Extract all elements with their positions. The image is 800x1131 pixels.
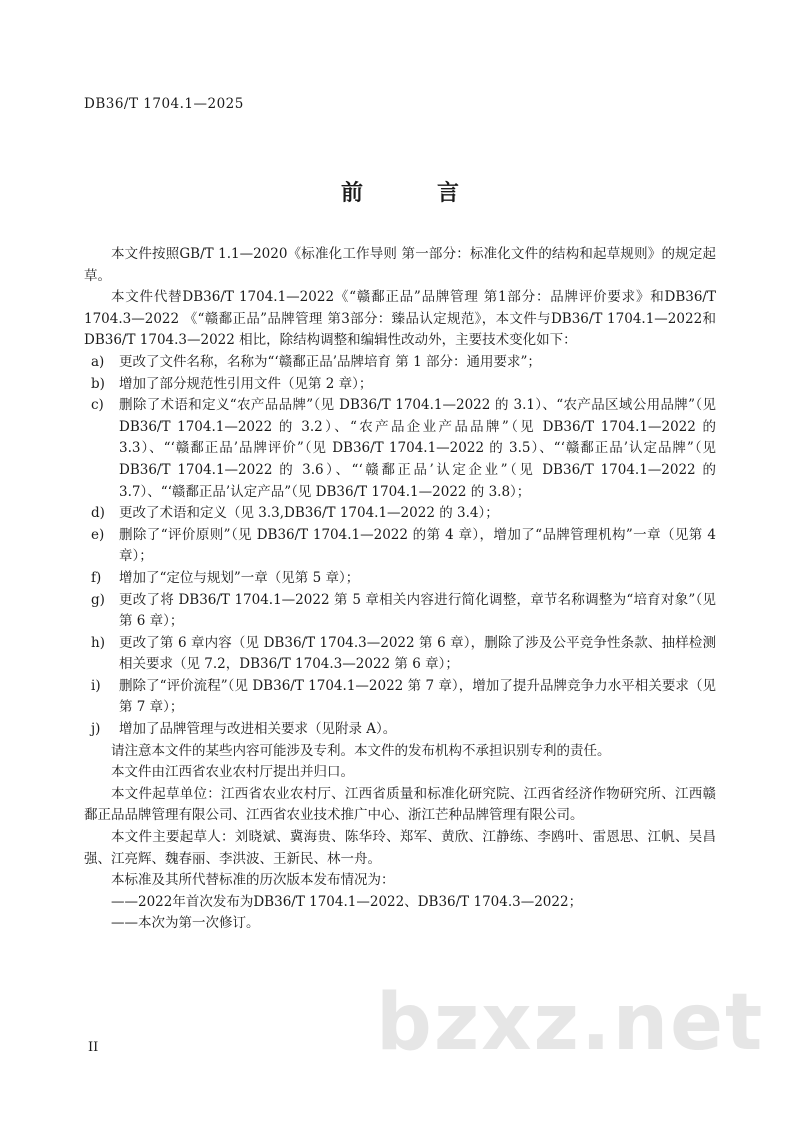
list-item xyxy=(84,525,716,568)
history-heading: 本标准及其所代替标准的历次版本发布情况为： xyxy=(111,872,395,889)
list-marker: h) xyxy=(91,634,105,651)
list-item-text: 更改了第 6 章内容（见 DB36/T 1704.3—2022 第 6 章），删除了涉及公平竞争性条款、抽样检测相关要求（见 7.2，DB36/T 1704.3—2022 第 6 章）； xyxy=(119,634,716,673)
list-item-text: 删除了“评价流程”（见 DB36/T 1704.1—2022 第 7 章），增加了提升品牌竞争力水平相关要求（见第 7 章）； xyxy=(119,677,716,716)
list-item-text: 删除了术语和定义“农产品品牌”（见 DB36/T 1704.1—2022 的 3.1）、“农产品区域公用品牌”（见 DB36/T 1704.1—2022 的 3.2）、“农产品企业产品品牌”（见 DB36/T 1704.1—2022 的 3.3）、“‘赣鄱正品’品牌评价”（见 DB36/T 1704.1—2022 的 3.5）、“‘赣鄱正品’认定品牌”（见 DB36/T 1704.1—2022 的 3.6）、“‘赣鄱正品’认定企业”（见 DB36/T 1704.1—2022 的 3.7）、“‘赣鄱正品’认定产品”（见 DB36/T 1704.1—2022 的 3.8）； xyxy=(119,397,716,500)
list-item xyxy=(84,395,716,503)
list-item xyxy=(84,719,716,741)
list-item xyxy=(84,568,716,590)
page-number: II xyxy=(88,1040,99,1055)
list-item xyxy=(84,352,716,374)
watermark: bzxz.net xyxy=(376,978,765,1068)
proposer-statement: 本文件由江西省农业农村厅提出并归口。 xyxy=(111,764,354,781)
list-marker: e) xyxy=(91,526,105,543)
list-item xyxy=(84,374,716,396)
list-marker: c) xyxy=(91,397,104,414)
history-item: ——2022年首次发布为DB36/T 1704.1—2022、DB36/T 1704.3—2022； xyxy=(111,893,583,910)
changes-list xyxy=(84,352,716,741)
history-item: ——本次为第一次修订。 xyxy=(111,915,260,932)
list-item-text: 更改了术语和定义（见 3.3,DB36/T 1704.1—2022 的 3.4）； xyxy=(119,505,499,522)
document-id: DB36/T 1704.1—2025 xyxy=(84,96,244,112)
list-item xyxy=(84,676,716,719)
paragraph: 本文件代替DB36/T 1704.1—2022《“赣鄱正品”品牌管理 第1部分：品牌评价要求》和DB36/T 1704.3—2022 《“赣鄱正品”品牌管理 第3部分：臻品认定规范》，本文件与DB36/T 1704.1—2022和DB36/T 1704.3—2022 相比，除结构调整和编辑性改动外，主要技术变化如下： xyxy=(84,289,716,349)
list-marker: b) xyxy=(91,375,105,392)
list-item-text: 增加了部分规范性引用文件（见第 2 章）； xyxy=(119,375,373,392)
list-marker: i) xyxy=(91,677,101,694)
drafting-units: 本文件起草单位：江西省农业农村厅、江西省质量和标准化研究院、江西省经济作物研究所、江西赣鄱正品品牌管理有限公司、江西省农业技术推广中心、浙江芒种品牌管理有限公司。 xyxy=(84,785,716,824)
list-item xyxy=(84,503,716,525)
document-body xyxy=(84,244,716,935)
paragraph: 本文件按照GB/T 1.1—2020《标准化工作导则 第一部分：标准化文件的结构和起草规则》的规定起草。 xyxy=(84,246,716,284)
list-item xyxy=(84,633,716,676)
patent-notice: 请注意本文件的某些内容可能涉及专利。本文件的发布机构不承担识别专利的责任。 xyxy=(111,742,611,759)
list-item-text: 增加了品牌管理与改进相关要求（见附录 A）。 xyxy=(119,721,397,738)
list-marker: g) xyxy=(91,591,105,608)
list-item-text: 更改了将 DB36/T 1704.1—2022 第 5 章相关内容进行简化调整，章节名称调整为“培育对象”（见第 6 章）； xyxy=(119,591,716,630)
list-item-text: 更改了文件名称，名称为“‘赣鄱正品’品牌培育 第 1 部分：通用要求”； xyxy=(119,353,541,370)
drafters: 本文件主要起草人：刘晓斌、冀海贵、陈华玲、郑军、黄欣、江静练、李鸥叶、雷恩思、江帆、吴昌强、江亮辉、魏春丽、李洪波、王新民、林一舟。 xyxy=(84,829,716,867)
page-title: 前 言 xyxy=(340,181,485,206)
list-item xyxy=(84,590,716,633)
list-marker: a) xyxy=(91,353,105,370)
list-marker: d) xyxy=(91,505,105,522)
list-item-text: 增加了“定位与规划”一章（见第 5 章）； xyxy=(119,569,360,586)
list-item-text: 删除了“评价原则”（见 DB36/T 1704.1—2022 的第 4 章），增加了“品牌管理机构”一章（见第 4 章）； xyxy=(119,526,716,565)
list-marker: f) xyxy=(91,569,102,586)
list-marker: j) xyxy=(91,721,101,738)
